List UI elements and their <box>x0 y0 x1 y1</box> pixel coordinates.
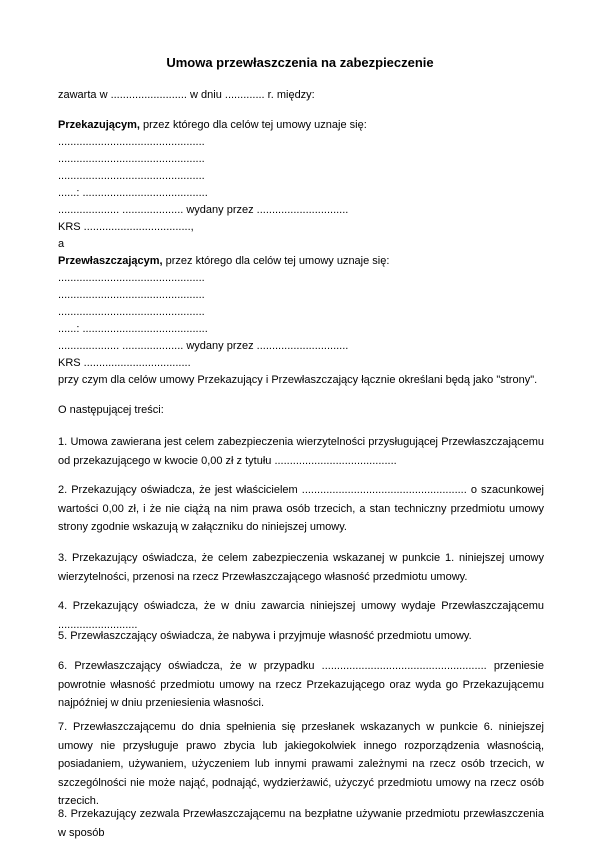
clause-8: 8. Przekazujący zezwala Przewłaszczającemu na bezpłatne używanie przedmiotu przewłaszczenia w sposób <box>58 808 544 839</box>
party2-line: ......: ......................................... <box>58 323 208 335</box>
party1-line: ......: ......................................... <box>58 187 208 199</box>
party1-krs-line: KRS ..................................., <box>58 221 194 233</box>
party1-name: Przekazującym, <box>58 119 140 131</box>
intro-line: zawarta w ......................... w dniu ............. r. między: <box>58 89 315 101</box>
party2-line: ................................................ <box>58 272 205 284</box>
party2-id-line: .................... .................... wydany przez .............................. <box>58 340 349 352</box>
party1-heading-rest: przez którego dla celów tej umowy uznaje się: <box>139 119 367 131</box>
clause-4: 4. Przekazujący oświadcza, że w dniu zawarcia niniejszej umowy wydaje Przewłaszczającemu .......................... <box>58 600 544 631</box>
clause-1: 1. Umowa zawierana jest celem zabezpieczenia wierzytelności przysługującej Przewłaszczającemu od przekazującego w kwocie 0,00 zł z tytułu ........................................ <box>58 436 544 467</box>
conjunction: a <box>58 238 65 250</box>
party2-name: Przewłaszczającym, <box>58 255 163 267</box>
document-title: Umowa przewłaszczenia na zabezpieczenie <box>166 55 434 70</box>
clause-3: 3. Przekazujący oświadcza, że celem zabezpieczenia wskazanej w punkcie 1. niniejszej umowy wierzytelności, przenosi na rzecz Przewłaszczającego własność przedmiotu umowy. <box>58 552 544 583</box>
party1-line: ................................................ <box>58 136 205 148</box>
party1-line: ................................................ <box>58 153 205 165</box>
party2-heading-rest: przez którego dla celów tej umowy uznaje się: <box>162 255 390 267</box>
clause-5: 5. Przewłaszczający oświadcza, że nabywa i przyjmuje własność przedmiotu umowy. <box>58 630 472 642</box>
clause-6: 6. Przewłaszczający oświadcza, że w przypadku ...................................................... przeniesie powrotnie własność przedmiotu umowy na rzecz Przekazującego oraz wyda go Przekazującemu najpóźniej w dniu przeniesienia własności. <box>58 660 544 709</box>
party1-heading <box>58 117 544 134</box>
clause-7: 7. Przewłaszczającemu do dnia spełnienia się przesłanek wskazanych w punkcie 6. niniejszej umowy nie przysługuje prawo zbycia lub jakiegokolwiek innego rozporządzenia własnością, posiadaniem, używaniem, użyczeniem lub innymi prawami zależnymi na rzecz osób trzecich, w szczególności nie może nająć, podnająć, wydzierżawić, użyczyć przedmiotu umowy na rzecz osób trzecich. <box>58 721 544 807</box>
party2-krs-line: KRS ................................... <box>58 357 191 369</box>
party1-line: ................................................ <box>58 170 205 182</box>
party2-line: ................................................ <box>58 289 205 301</box>
party1-id-line: .................... .................... wydany przez .............................. <box>58 204 349 216</box>
parties-note: przy czym dla celów umowy Przekazujący i Przewłaszczający łącznie określani będą jako "strony". <box>58 374 538 386</box>
party2-line: ................................................ <box>58 306 205 318</box>
clause-2: 2. Przekazujący oświadcza, że jest właścicielem ...................................................... o szacunkowej wartości 0,00 zł, i że nie ciążą na nim prawa osób trzecich, a stan techniczny przedmiotu umowy strony zgodnie wskazują w załączniku do niniejszej umowy. <box>58 484 544 533</box>
party2-heading <box>58 253 544 270</box>
content-intro: O następującej treści: <box>58 404 164 416</box>
